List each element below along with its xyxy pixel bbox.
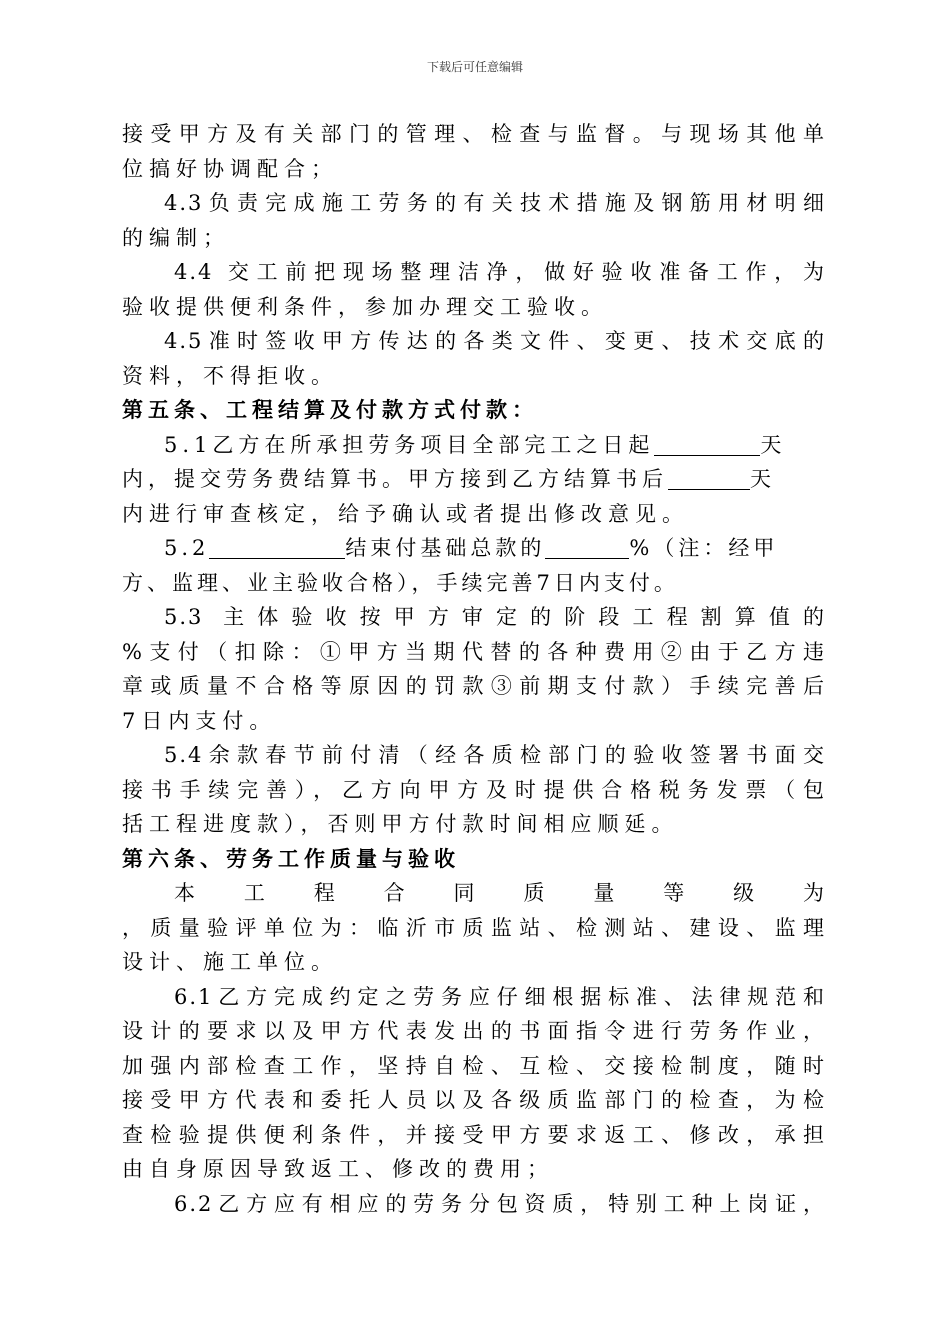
paragraph-line: 资料，不得拒收。 — [122, 363, 338, 388]
paragraph-line: 设计、施工单位。 — [122, 950, 338, 974]
paragraph-line: 的编制； — [122, 225, 230, 250]
clause-6-1: 6.1乙方完成约定之劳务应仔细根据标准、法律规范和 — [174, 984, 826, 1009]
paragraph-line: 接受甲方及有关部门的管理、检查与监督。与现场其他单 — [122, 122, 826, 146]
blank-review-days-field — [668, 467, 750, 490]
blank-percent-field — [545, 536, 629, 559]
clause-5-1-text: 5.1乙方在所承担劳务项目全部完工之日起 — [164, 432, 655, 457]
unit-days: 天 — [750, 467, 776, 491]
paragraph-line: 位搞好协调配合； — [122, 156, 338, 181]
clause-4-4: 4.4 交工前把现场整理洁净，做好验收准备工作，为 — [174, 260, 826, 284]
section-heading-article-6: 第六条、劳务工作质量与验收 — [122, 845, 460, 871]
paragraph-line: 由自身原因导致返工、修改的费用； — [122, 1157, 554, 1181]
paragraph-line: 接受甲方代表和委托人员以及各级质监部门的检查，为检 — [122, 1088, 826, 1112]
paragraph-line: 设计的要求以及甲方代表发出的书面指令进行劳务作业， — [122, 1019, 826, 1043]
paragraph-line: 括工程进度款），否则甲方付款时间相应顺延。 — [122, 812, 679, 836]
clause-6-2: 6.2乙方应有相应的劳务分包资质，特别工种上岗证， — [174, 1191, 826, 1216]
paragraph-line: 验收提供便利条件，参加办理交工验收。 — [122, 294, 608, 319]
paragraph-line: ，质量验评单位为：临沂市质监站、检测站、建设、监理 — [122, 915, 826, 940]
contract-body — [122, 117, 826, 1221]
clause-4-5: 4.5准时签收甲方传达的各类文件、变更、技术交底的 — [164, 329, 826, 353]
paragraph-line: 查检验提供便利条件，并接受甲方要求返工、修改，承担 — [122, 1122, 826, 1147]
paragraph-line — [122, 462, 826, 497]
clause-5-3: 5.3 主体验收按甲方审定的阶段工程割算值的 — [164, 605, 826, 629]
clause-5-4: 5.4余款春节前付清（经各质检部门的验收签署书面交 — [164, 743, 826, 767]
blank-days-field — [654, 433, 760, 456]
quality-grade-line: 本工程合同质量等级为 — [174, 881, 826, 905]
clause-5-2-text: 结束付基础总款的 — [345, 536, 546, 560]
paragraph-line: %支付（扣除：①甲方当期代替的各种费用②由于乙方违 — [122, 639, 826, 664]
section-heading-article-5: 第五条、工程结算及付款方式付款： — [122, 397, 538, 422]
paragraph-line: 章或质量不合格等原因的罚款③前期支付款）手续完善后 — [122, 674, 826, 698]
paragraph-line: 内进行审查核定，给予确认或者提出修改意见。 — [122, 501, 689, 526]
clause-5-2-number: 5.2 — [164, 536, 210, 560]
page-header-watermark: 下载后可任意编辑 — [426, 60, 523, 74]
paragraph-line: 加强内部检查工作，坚持自检、互检、交接检制度，随时 — [122, 1053, 826, 1078]
paragraph-line: 方、监理、业主验收合格），手续完善7日内支付。 — [122, 570, 679, 595]
paragraph-line: 7日内支付。 — [122, 708, 277, 733]
blank-stage-field — [209, 536, 345, 559]
clause-5-2-note: %（注：经甲 — [629, 536, 779, 560]
paragraph-line: 接书手续完善），乙方向甲方及时提供合格税务发票（包 — [122, 777, 826, 802]
unit-days: 天 — [760, 432, 787, 457]
clause-5-2 — [122, 531, 826, 566]
clause-4-3: 4.3负责完成施工劳务的有关技术措施及钢筋用材明细 — [164, 191, 826, 215]
clause-5-1 — [122, 428, 826, 463]
settlement-text: 内，提交劳务费结算书。甲方接到乙方结算书后 — [122, 467, 668, 491]
